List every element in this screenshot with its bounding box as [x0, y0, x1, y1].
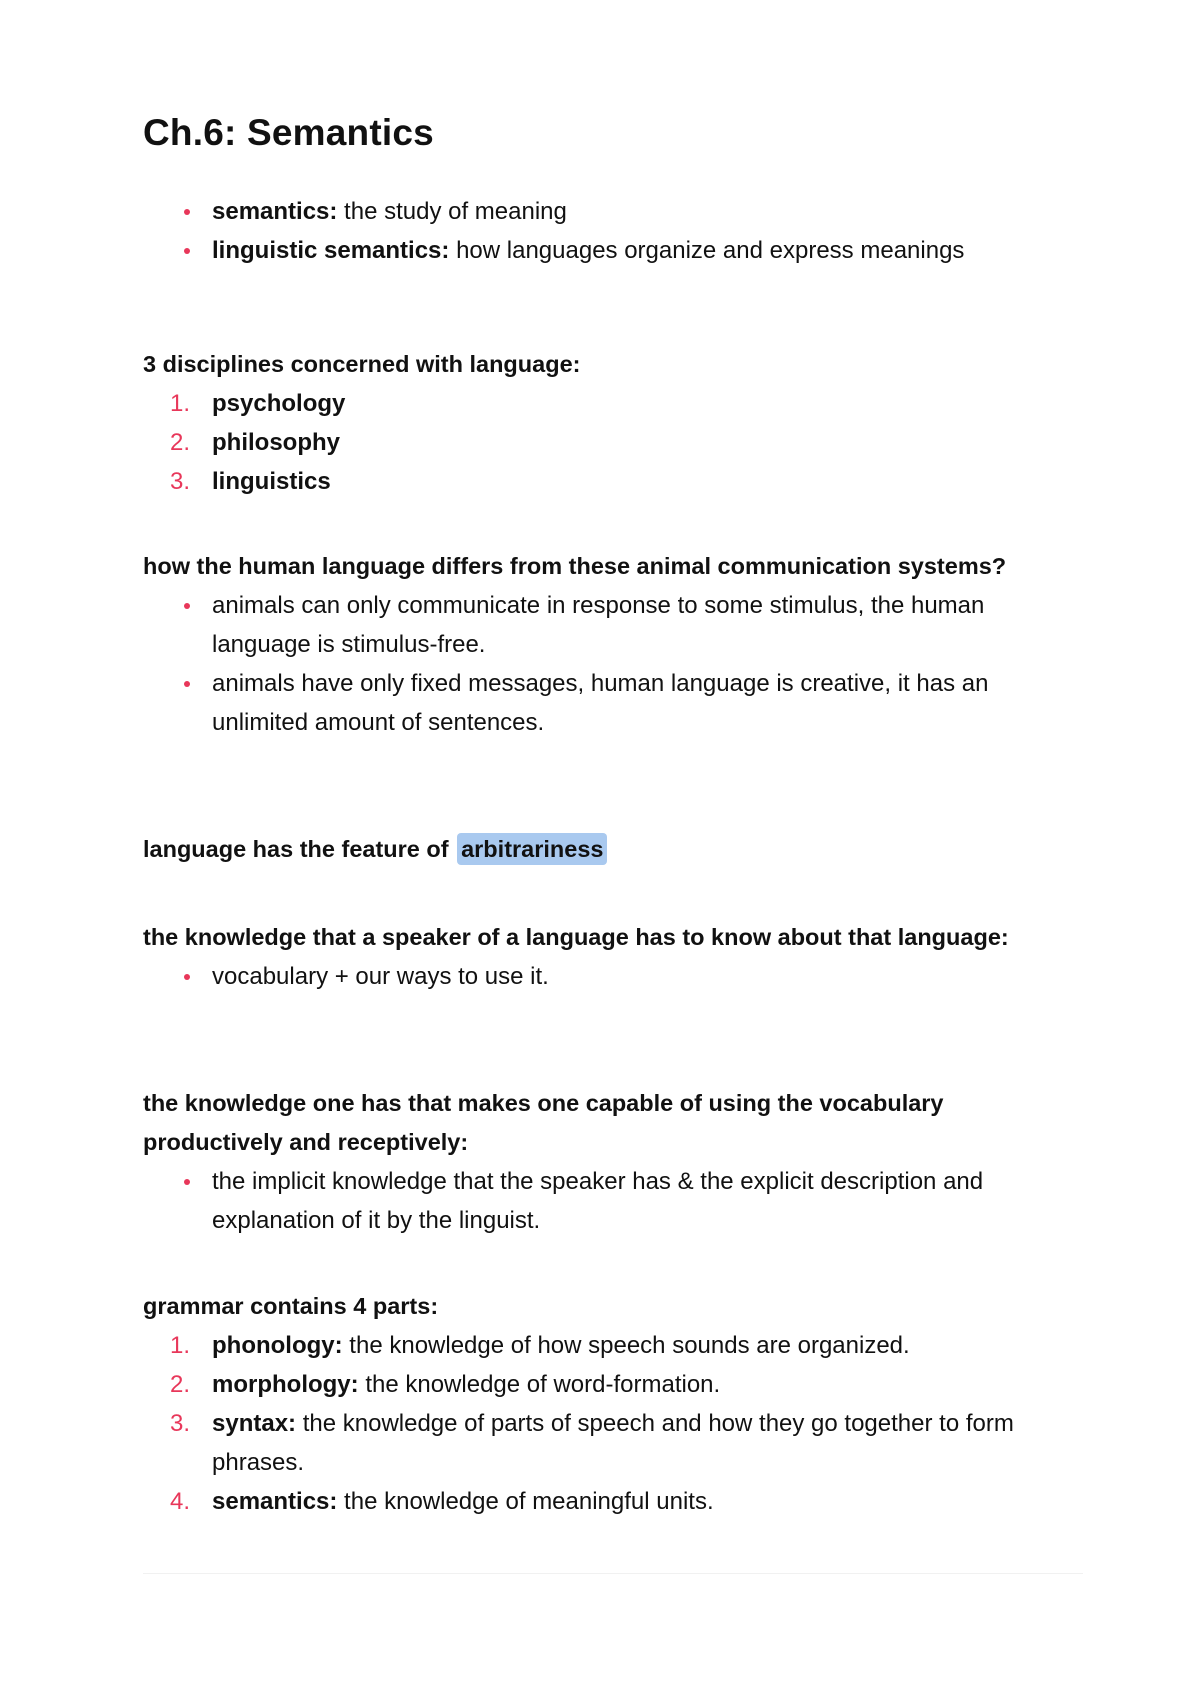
arbitrariness-section [143, 830, 1083, 869]
list-item [143, 423, 1083, 462]
list-item [143, 231, 1083, 270]
definition: the knowledge of meaningful units. [337, 1488, 714, 1515]
section-heading: the knowledge one has that makes one capable of using the vocabulary productively and receptively: [143, 1090, 944, 1155]
list-number: 3. [170, 468, 191, 495]
section-heading: language has the feature of [143, 836, 449, 862]
term: morphology: [212, 1371, 359, 1398]
list-item [143, 462, 1083, 501]
knowledge-section [143, 918, 1083, 996]
section-heading: 3 disciplines concerned with language: [143, 351, 581, 377]
capable-section [143, 1084, 1083, 1240]
list-item: animals have only fixed messages, human language is creative, it has an unlimited amount of sentences. [143, 664, 1083, 742]
animal-list [143, 586, 1083, 742]
list-number: 1. [170, 390, 191, 417]
term: philosophy [212, 429, 340, 456]
list-item: animals can only communicate in response to some stimulus, the human language is stimulus-free. [143, 586, 1083, 664]
knowledge-list [143, 957, 1083, 996]
page-title: Ch.6: Semantics [143, 112, 434, 153]
term: syntax: [212, 1410, 297, 1437]
definition: how languages organize and express meanings [449, 237, 965, 264]
disciplines-list [143, 384, 1083, 501]
list-item [143, 384, 1083, 423]
page-divider [143, 1573, 1083, 1574]
list-item: vocabulary + our ways to use it. [143, 957, 1083, 996]
list-item [143, 1365, 1083, 1404]
capable-list [143, 1162, 1083, 1240]
definition: the knowledge of how speech sounds are organized. [342, 1332, 910, 1359]
list-number: 3. [170, 1410, 191, 1437]
list-item: the implicit knowledge that the speaker has & the explicit description and explanation of it by the linguist. [143, 1162, 1083, 1240]
term: linguistics [212, 468, 331, 495]
grammar-list [143, 1326, 1083, 1521]
section-heading: grammar contains 4 parts: [143, 1293, 439, 1319]
arbitrariness-line [143, 830, 1083, 869]
list-number: 1. [170, 1332, 191, 1359]
intro-list [143, 192, 1083, 270]
animal-section [143, 547, 1083, 742]
term: semantics: [212, 198, 338, 225]
section-heading: the knowledge that a speaker of a language has to know about that language: [143, 924, 1009, 950]
definition: the study of meaning [337, 198, 567, 225]
grammar-section [143, 1287, 1083, 1521]
list-item [143, 192, 1083, 231]
highlighted-term: arbitrariness [457, 833, 607, 865]
disciplines-section [143, 345, 1083, 501]
definition: the knowledge of parts of speech and how they go together to form phrases. [212, 1410, 1014, 1476]
list-number: 2. [170, 1371, 191, 1398]
intro-section [143, 192, 1083, 270]
list-item [143, 1404, 1083, 1482]
list-number: 4. [170, 1488, 191, 1515]
section-heading: how the human language differs from these animal communication systems? [143, 553, 1007, 579]
list-number: 2. [170, 429, 191, 456]
term: linguistic semantics: [212, 237, 450, 264]
definition: the knowledge of word-formation. [358, 1371, 721, 1398]
term: psychology [212, 390, 346, 417]
list-item [143, 1326, 1083, 1365]
term: semantics: [212, 1488, 338, 1515]
term: phonology: [212, 1332, 343, 1359]
list-item [143, 1482, 1083, 1521]
